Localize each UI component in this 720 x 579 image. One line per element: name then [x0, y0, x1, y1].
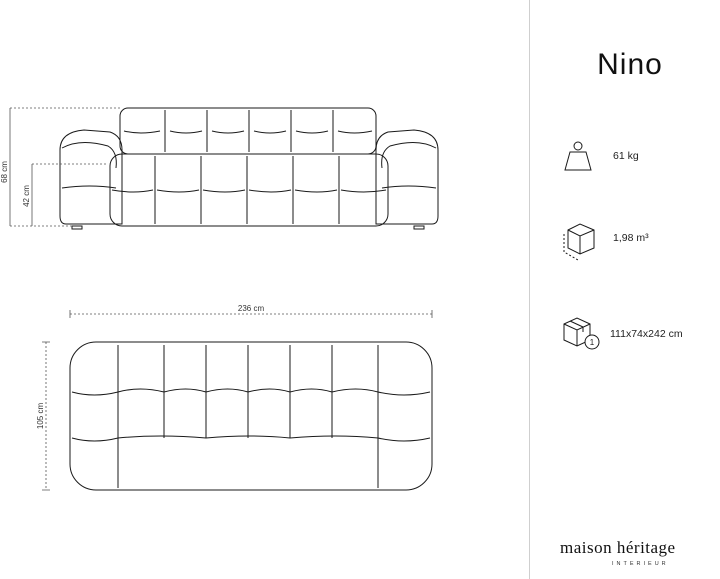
package-spec	[560, 314, 710, 354]
brand-logo	[560, 538, 720, 567]
product-title: Nino	[597, 48, 663, 81]
volume-spec	[560, 218, 710, 258]
volume-value: 1,98 m³	[613, 232, 649, 244]
package-dimensions-value: 111x74x242 cm	[610, 328, 683, 340]
total-height-label: 68 cm	[0, 161, 9, 183]
seat-height-label: 42 cm	[22, 185, 31, 207]
vertical-divider	[529, 0, 530, 579]
volume-box-icon	[560, 218, 600, 262]
depth-label: 105 cm	[36, 402, 45, 430]
sofa-front-view	[60, 108, 438, 229]
weight-value: 61 kg	[613, 150, 639, 162]
sofa-top-view	[70, 342, 432, 490]
weight-icon	[560, 136, 596, 176]
dimension-ticks	[10, 108, 432, 490]
brand-name: maison héritage	[560, 538, 676, 557]
weight-spec	[560, 136, 710, 176]
brand-subtitle: INTERIEUR	[612, 561, 669, 567]
package-icon	[560, 314, 602, 356]
dimension-lines	[10, 108, 432, 490]
package-count-badge: 1	[589, 338, 595, 347]
width-label: 236 cm	[237, 304, 265, 313]
